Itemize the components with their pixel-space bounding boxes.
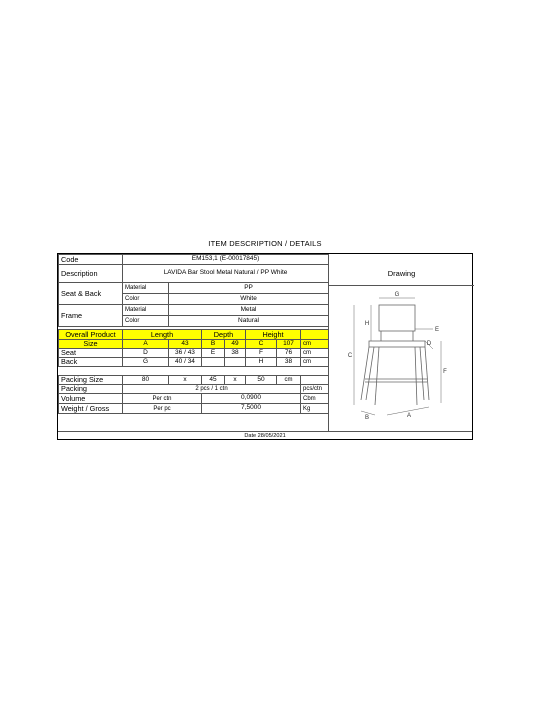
packing-unit: pcs/ctn — [301, 385, 329, 394]
frame-label: Frame — [59, 305, 123, 327]
seat-shape — [369, 341, 425, 347]
dim-c-letter: C — [246, 340, 277, 349]
volume-row — [59, 394, 329, 404]
dimension-lines — [354, 298, 441, 415]
label-d: D — [426, 341, 432, 347]
dim-d-letter: D — [123, 349, 169, 358]
label-f: F — [443, 369, 447, 375]
weight-unit: Kg — [301, 404, 329, 414]
back-unit: cm — [301, 358, 329, 367]
back-dimension-row — [59, 358, 329, 367]
seat-unit: cm — [301, 349, 329, 358]
code-row — [59, 255, 329, 265]
drawing-label: Drawing — [387, 269, 416, 278]
dim-f-letter: F — [246, 349, 277, 358]
height-header: Height — [246, 330, 301, 340]
backrest-shape — [379, 305, 415, 331]
seat-dim-label: Seat — [59, 349, 123, 358]
dim-d-value: 36 / 43 — [169, 349, 202, 358]
frame-material-value: Metal — [169, 305, 329, 316]
frame-material-label: Material — [123, 305, 169, 316]
back-blank-1 — [202, 358, 225, 367]
leg-back-right — [415, 347, 417, 405]
label-e: E — [434, 327, 440, 333]
frame-color-label: Color — [123, 316, 169, 327]
document-title: ITEM DESCRIPTION / DETAILS — [208, 239, 322, 248]
leg-front-right-inner — [420, 347, 424, 400]
seat-back-color-value: White — [169, 294, 329, 305]
weight-row — [59, 404, 329, 414]
packing-value: 2 pcs / 1 ctn — [123, 385, 301, 394]
description-row — [59, 265, 329, 283]
dim-h-letter: H — [246, 358, 277, 367]
seat-back-material-value: PP — [169, 283, 329, 294]
volume-label: Volume — [59, 394, 123, 404]
dim-a-letter: A — [123, 340, 169, 349]
depth-header: Depth — [202, 330, 246, 340]
label-c: C — [347, 353, 353, 359]
leg-front-right — [425, 347, 429, 400]
dimension-header-row — [59, 330, 329, 340]
description-value: LAVIDA Bar Stool Metal Natural / PP White — [123, 265, 329, 283]
packing-size-blank — [301, 376, 329, 385]
seat-back-material-label: Material — [123, 283, 169, 294]
spacer-row-2 — [59, 367, 329, 376]
overall-unit: cm — [301, 340, 329, 349]
label-a: A — [406, 413, 412, 419]
volume-value: 0,0900 — [202, 394, 301, 404]
label-h: H — [364, 321, 370, 327]
weight-value: 7,5000 — [202, 404, 301, 414]
packing-length: 80 — [123, 376, 169, 385]
description-label: Description — [59, 265, 123, 283]
drawing-pane — [328, 254, 473, 431]
dim-b-value: 49 — [225, 340, 246, 349]
dim-h-value: 38 — [277, 358, 301, 367]
volume-per: Per ctn — [123, 394, 202, 404]
drawing-divider — [329, 285, 474, 286]
dim-e-value: 38 — [225, 349, 246, 358]
packing-size-row — [59, 376, 329, 385]
dimension-labels — [348, 292, 447, 421]
label-b: B — [364, 415, 370, 421]
leg-front-left — [361, 347, 369, 400]
seat-back-label: Seat & Back — [59, 283, 123, 305]
spec-table — [58, 254, 329, 414]
header-blank — [301, 330, 329, 340]
packing-x-1: x — [169, 376, 202, 385]
code-value: EM153,1 (E-00017845) — [123, 255, 329, 265]
frame-material-row — [59, 305, 329, 316]
packing-height: 50 — [246, 376, 277, 385]
packing-size-unit: cm — [277, 376, 301, 385]
dim-g-value: 40 / 34 — [169, 358, 202, 367]
seat-back-material-row — [59, 283, 329, 294]
seat-back-color-label: Color — [123, 294, 169, 305]
dim-b-letter: B — [202, 340, 225, 349]
packing-size-label: Packing Size — [59, 376, 123, 385]
frame-color-value: Natural — [169, 316, 329, 327]
dim-c-value: 107 — [277, 340, 301, 349]
leg-front-left-inner — [366, 347, 374, 400]
date-footer: Date 28/05/2021 — [58, 431, 472, 441]
volume-unit: Cbm — [301, 394, 329, 404]
length-header: Length — [123, 330, 202, 340]
back-blank-2 — [225, 358, 246, 367]
leg-back-left — [375, 347, 379, 405]
overall-size-header-line1: Overall Product — [59, 330, 123, 340]
packing-row — [59, 385, 329, 394]
dim-f-value: 76 — [277, 349, 301, 358]
packing-width: 45 — [202, 376, 225, 385]
weight-label: Weight / Gross — [59, 404, 123, 414]
dim-e-letter: E — [202, 349, 225, 358]
dim-a-value: 43 — [169, 340, 202, 349]
bar-stool-drawing — [329, 287, 473, 429]
label-g: G — [394, 292, 400, 298]
seat-dimension-row — [59, 349, 329, 358]
overall-size-row — [59, 340, 329, 349]
dim-g-letter: G — [123, 358, 169, 367]
overall-size-header-line2: Size — [59, 340, 123, 349]
packing-x-2: x — [225, 376, 246, 385]
back-dim-label: Back — [59, 358, 123, 367]
code-label: Code — [59, 255, 123, 265]
item-details-sheet — [57, 253, 473, 440]
packing-label: Packing — [59, 385, 123, 394]
weight-per: Per pc — [123, 404, 202, 414]
